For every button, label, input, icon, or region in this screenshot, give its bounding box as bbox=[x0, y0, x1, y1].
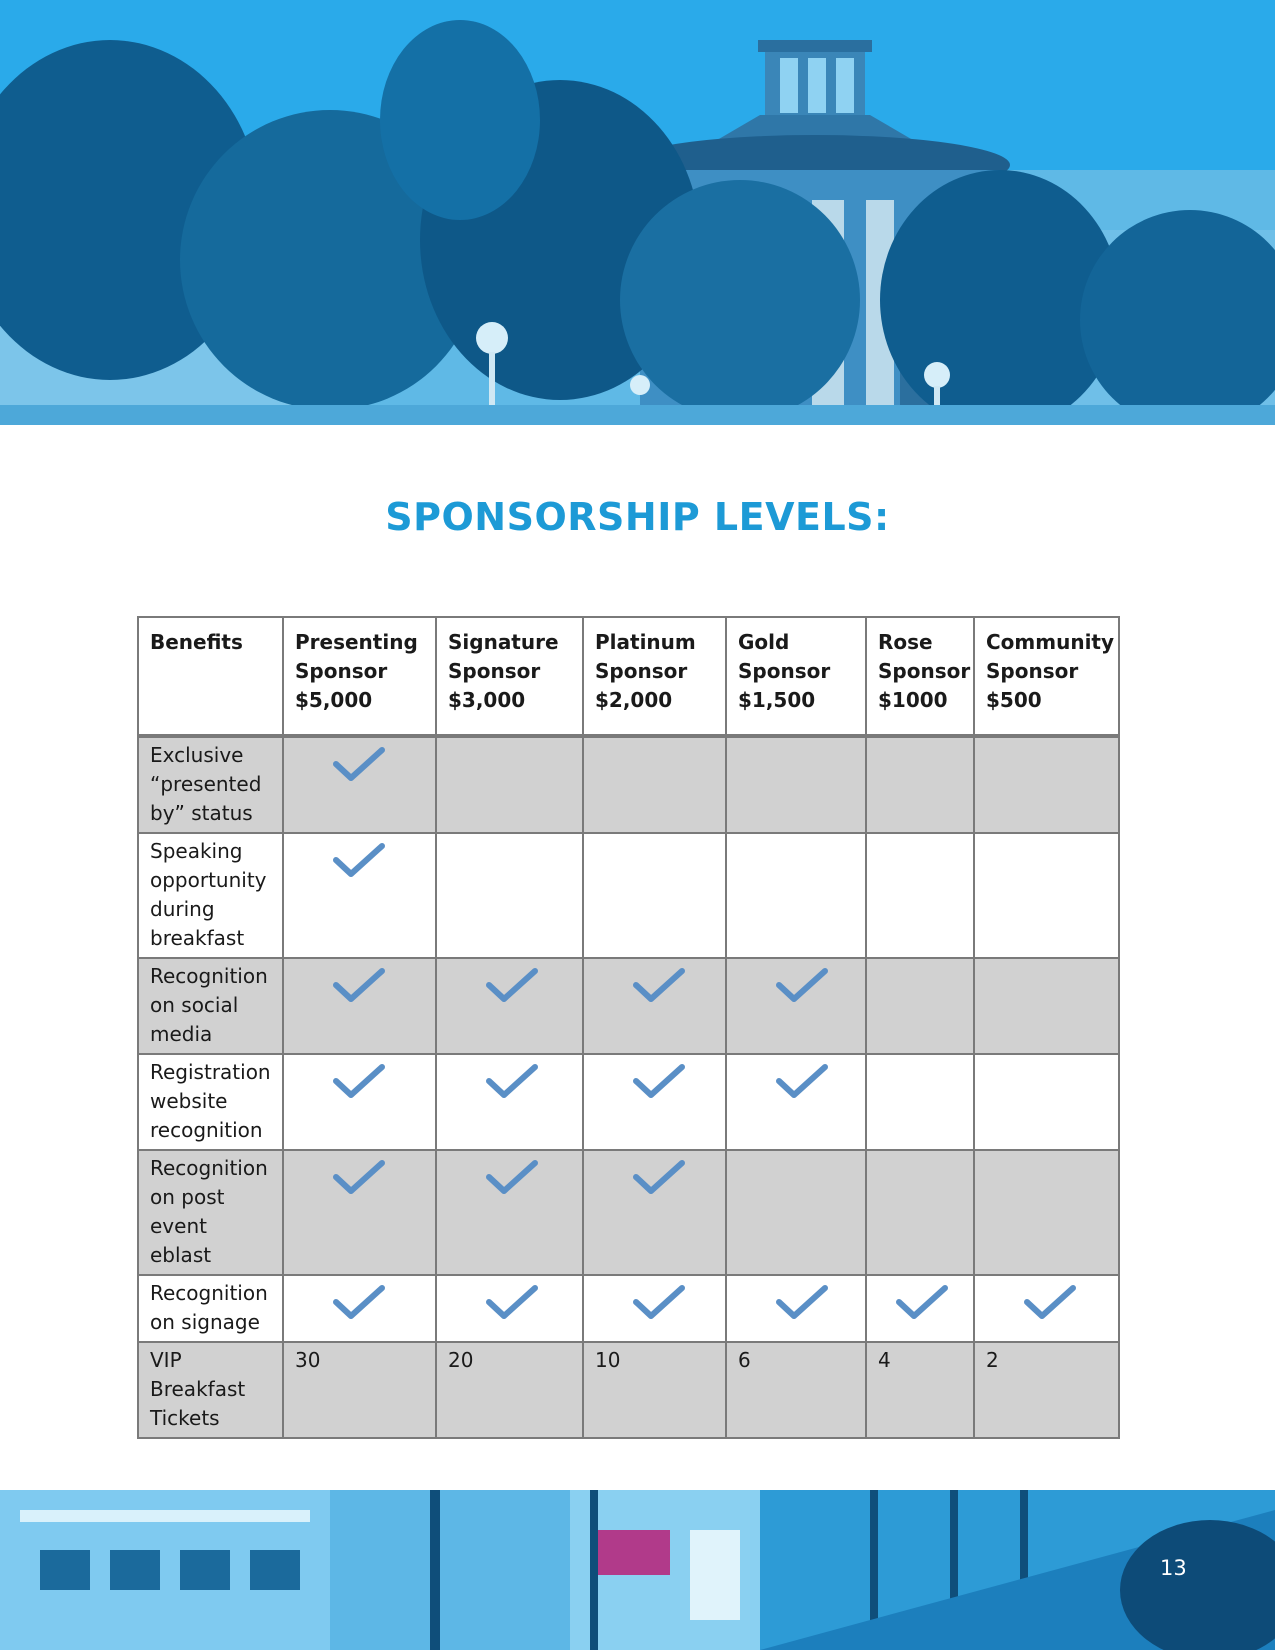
footer-photo-downtown bbox=[0, 1490, 1275, 1650]
ticket-count: 10 bbox=[583, 1342, 726, 1438]
check-cell bbox=[866, 1150, 974, 1275]
check-cell bbox=[866, 736, 974, 833]
header-line: Sponsor bbox=[986, 659, 1079, 683]
table-row bbox=[138, 1054, 1119, 1150]
checkmark-icon bbox=[775, 1284, 829, 1322]
check-cell bbox=[283, 736, 436, 833]
check-cell bbox=[283, 1054, 436, 1150]
checkmark-icon bbox=[332, 1063, 386, 1101]
checkmark-icon bbox=[775, 967, 829, 1005]
hero-illustration bbox=[0, 0, 1275, 425]
benefit-cell: Exclusive “presented by” status bbox=[138, 736, 283, 833]
header-line: Community bbox=[986, 630, 1115, 654]
header-line: Platinum bbox=[595, 630, 696, 654]
checkmark-icon bbox=[332, 967, 386, 1005]
table-row bbox=[138, 1275, 1119, 1342]
check-cell bbox=[726, 958, 866, 1054]
tickets-row bbox=[138, 1342, 1119, 1438]
header-line: Signature bbox=[448, 630, 559, 654]
header-line: Sponsor bbox=[738, 659, 831, 683]
check-cell bbox=[583, 958, 726, 1054]
check-cell bbox=[974, 1275, 1119, 1342]
table-row bbox=[138, 833, 1119, 958]
checkmark-icon bbox=[632, 1159, 686, 1197]
check-cell bbox=[283, 1275, 436, 1342]
header-signature-sponsor bbox=[436, 617, 583, 736]
check-cell bbox=[436, 736, 583, 833]
table-row bbox=[138, 958, 1119, 1054]
checkmark-icon bbox=[332, 1284, 386, 1322]
header-presenting-sponsor bbox=[283, 617, 436, 736]
check-cell bbox=[583, 1150, 726, 1275]
check-cell bbox=[866, 958, 974, 1054]
check-cell bbox=[726, 1275, 866, 1342]
check-cell bbox=[726, 1150, 866, 1275]
check-cell bbox=[974, 736, 1119, 833]
checkmark-icon bbox=[485, 1284, 539, 1322]
sponsorship-table bbox=[137, 616, 1120, 1439]
checkmark-icon bbox=[332, 746, 386, 784]
ticket-count: 2 bbox=[974, 1342, 1119, 1438]
checkmark-icon bbox=[332, 842, 386, 880]
page-title: SPONSORSHIP LEVELS: bbox=[385, 495, 890, 539]
benefit-cell: Speaking opportunity during breakfast bbox=[138, 833, 283, 958]
header-platinum-sponsor bbox=[583, 617, 726, 736]
header-line: Presenting bbox=[295, 630, 418, 654]
check-cell bbox=[974, 1054, 1119, 1150]
header-benefits bbox=[138, 617, 283, 736]
ticket-count: 20 bbox=[436, 1342, 583, 1438]
header-community-sponsor bbox=[974, 617, 1119, 736]
check-cell bbox=[583, 1275, 726, 1342]
table-row bbox=[138, 1150, 1119, 1275]
checkmark-icon bbox=[485, 1063, 539, 1101]
benefit-cell: Recognition on post event eblast bbox=[138, 1150, 283, 1275]
ticket-count: 4 bbox=[866, 1342, 974, 1438]
check-cell bbox=[283, 1150, 436, 1275]
checkmark-icon bbox=[632, 967, 686, 1005]
benefit-cell: VIP Breakfast Tickets bbox=[138, 1342, 283, 1438]
header-line: Sponsor bbox=[295, 659, 388, 683]
checkmark-icon bbox=[775, 1063, 829, 1101]
check-cell bbox=[583, 833, 726, 958]
check-cell bbox=[974, 833, 1119, 958]
header-price: $5,000 bbox=[295, 688, 373, 712]
benefit-cell: Recognition on signage bbox=[138, 1275, 283, 1342]
check-cell bbox=[583, 1054, 726, 1150]
check-cell bbox=[583, 736, 726, 833]
check-cell bbox=[436, 1275, 583, 1342]
header-line: Rose bbox=[878, 630, 933, 654]
benefit-cell: Registration website recognition bbox=[138, 1054, 283, 1150]
check-cell bbox=[866, 1054, 974, 1150]
header-line: Benefits bbox=[150, 630, 243, 654]
check-cell bbox=[283, 833, 436, 958]
check-cell bbox=[283, 958, 436, 1054]
header-gold-sponsor bbox=[726, 617, 866, 736]
checkmark-icon bbox=[632, 1284, 686, 1322]
checkmark-icon bbox=[895, 1284, 949, 1322]
footer-illustration bbox=[0, 1490, 1275, 1650]
header-line: Sponsor bbox=[448, 659, 541, 683]
check-cell bbox=[726, 1054, 866, 1150]
table-row bbox=[138, 736, 1119, 833]
header-rose-sponsor bbox=[866, 617, 974, 736]
table-body bbox=[138, 736, 1119, 1438]
ticket-count: 6 bbox=[726, 1342, 866, 1438]
check-cell bbox=[726, 833, 866, 958]
check-cell bbox=[436, 1150, 583, 1275]
check-cell bbox=[436, 833, 583, 958]
header-price: $1,500 bbox=[738, 688, 816, 712]
check-cell bbox=[726, 736, 866, 833]
ticket-count: 30 bbox=[283, 1342, 436, 1438]
check-cell bbox=[436, 958, 583, 1054]
checkmark-icon bbox=[332, 1159, 386, 1197]
check-cell bbox=[866, 833, 974, 958]
header-price: $3,000 bbox=[448, 688, 526, 712]
check-cell bbox=[974, 1150, 1119, 1275]
table-header-row bbox=[138, 617, 1119, 736]
header-price: $500 bbox=[986, 688, 1042, 712]
header-price: $2,000 bbox=[595, 688, 673, 712]
check-cell bbox=[974, 958, 1119, 1054]
benefit-cell: Recognition on social media bbox=[138, 958, 283, 1054]
checkmark-icon bbox=[1023, 1284, 1077, 1322]
header-line: Gold bbox=[738, 630, 790, 654]
checkmark-icon bbox=[485, 1159, 539, 1197]
header-price: $1000 bbox=[878, 688, 948, 712]
page-number: 13 bbox=[1160, 1556, 1187, 1580]
checkmark-icon bbox=[485, 967, 539, 1005]
header-line: Sponsor bbox=[595, 659, 688, 683]
hero-photo-civic-center bbox=[0, 0, 1275, 425]
check-cell bbox=[866, 1275, 974, 1342]
checkmark-icon bbox=[632, 1063, 686, 1101]
check-cell bbox=[436, 1054, 583, 1150]
header-line: Sponsor bbox=[878, 659, 971, 683]
